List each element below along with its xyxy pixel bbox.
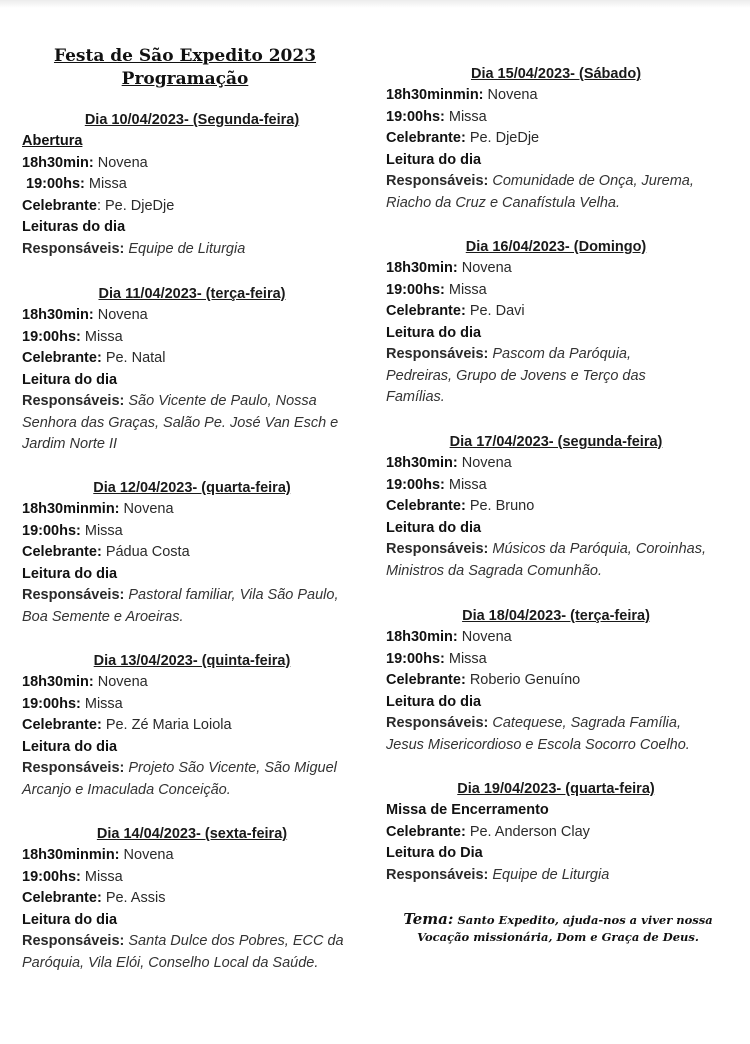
day-header: Dia 19/04/2023- (quarta-feira) — [457, 781, 655, 797]
day-block-18-04 — [386, 606, 726, 756]
celebrante-line: Celebrante: Pe. Natal — [22, 350, 166, 366]
celebrante-line: Celebrante: Pe. Zé Maria Loiola — [22, 717, 232, 733]
celebrante-line: Celebrante: Pádua Costa — [22, 544, 190, 560]
novena-line: 18h30min: Novena — [386, 455, 512, 471]
day-header: Dia 10/04/2023- (Segunda-feira) — [84, 112, 300, 128]
opening-label: Abertura — [22, 133, 83, 149]
document-title: Festa de São Expedito 2023 — [53, 46, 317, 66]
leitura-line: Leituras do dia — [22, 219, 126, 235]
theme-label: Tema: — [403, 910, 454, 928]
missa-line: 19:00hs: Missa — [22, 328, 123, 345]
missa-line: 19:00hs: Missa — [386, 476, 487, 493]
leitura-line: Leitura do dia — [386, 519, 482, 536]
top-edge-shadow — [0, 0, 750, 8]
responsaveis-line: Responsáveis: Equipe de Liturgia — [386, 866, 610, 883]
novena-line: 18h30minmin: Novena — [22, 501, 174, 517]
responsaveis-line: Responsáveis: Pascom da Paróquia, Pedreiras, Grupo de Jovens e Terço das Famílias. — [386, 346, 646, 405]
responsaveis-line: Responsáveis: Projeto São Vicente, São Miguel Arcanjo e Imaculada Conceição. — [22, 760, 337, 798]
celebrante-line: Celebrante: Pe. Anderson Clay — [386, 823, 590, 840]
responsaveis-line: Responsáveis: Comunidade de Onça, Jurema, Riacho da Cruz e Canafístula Velha. — [386, 173, 694, 211]
day-block-17-04 — [386, 432, 726, 582]
closing-mass-line: Missa de Encerramento — [386, 802, 549, 818]
missa-line: 19:00hs: Missa — [386, 650, 487, 667]
novena-line: 18h30min: Novena — [386, 260, 512, 276]
day-block-16-04 — [386, 237, 726, 409]
leitura-line: Leitura do dia — [22, 911, 118, 928]
missa-line: 19:00hs: Missa — [22, 868, 123, 885]
celebrante-line: Celebrante: Pe. DjeDje — [386, 130, 540, 146]
responsaveis-line: Responsáveis: Equipe de Liturgia — [22, 240, 246, 257]
responsaveis-line: Responsáveis: Santa Dulce dos Pobres, ECC da Paróquia, Vila Elói, Conselho Local da Saúde. — [22, 933, 344, 971]
novena-line: 18h30minmin: Novena — [22, 847, 174, 863]
novena-line: 18h30min: Novena — [22, 674, 148, 690]
missa-line: 19:00hs: Missa — [22, 695, 123, 712]
novena-line: 18h30min: Novena — [386, 629, 512, 645]
day-block-15-04 — [386, 64, 726, 214]
day-header: Dia 18/04/2023- (terça-feira) — [462, 608, 650, 624]
celebrante-line: Celebrante: Pe. Assis — [22, 890, 166, 906]
theme-line-1: Tema: Santo Expedito, ajuda-nos a viver nossa — [403, 910, 713, 928]
leitura-line: Leitura do dia — [22, 371, 118, 388]
theme-block — [388, 911, 728, 946]
novena-line: 18h30min: Novena — [22, 154, 148, 171]
day-block-13-04 — [22, 651, 362, 801]
day-block-12-04 — [22, 478, 362, 628]
celebrante-line: Celebrante: Pe. DjeDje — [22, 197, 175, 214]
novena-line: 18h30min: Novena — [22, 307, 148, 323]
celebrante-line: Celebrante: Pe. Davi — [386, 303, 525, 319]
leitura-line: Leitura do dia — [386, 151, 482, 168]
responsaveis-line: Responsáveis: Músicos da Paróquia, Coroinhas, Ministros da Sagrada Comunhão. — [386, 541, 706, 579]
day-header: Dia 16/04/2023- (Domingo) — [465, 239, 647, 255]
day-header: Dia 11/04/2023- (terça-feira) — [98, 286, 286, 302]
missa-line: 19:00hs: Missa — [386, 281, 487, 298]
leitura-line: Leitura do Dia — [386, 845, 483, 861]
day-header: Dia 13/04/2023- (quinta-feira) — [93, 653, 291, 669]
day-header: Dia 17/04/2023- (segunda-feira) — [449, 434, 663, 450]
celebrante-line: Celebrante: Pe. Bruno — [386, 498, 535, 514]
theme-line-2: Vocação missionária, Dom e Graça de Deus. — [417, 930, 699, 944]
day-block-11-04 — [22, 284, 362, 456]
document-subtitle: Programação — [121, 69, 249, 89]
day-block-14-04 — [22, 824, 362, 974]
leitura-line: Leitura do dia — [22, 565, 118, 582]
day-header: Dia 12/04/2023- (quarta-feira) — [93, 480, 291, 496]
novena-line: 18h30minmin: Novena — [386, 87, 538, 103]
missa-line: 19:00hs: Missa — [22, 522, 123, 539]
leitura-line: Leitura do dia — [386, 324, 482, 341]
responsaveis-line: Responsáveis: São Vicente de Paulo, Nossa Senhora das Graças, Salão Pe. José Van Esch e Jardim Norte II — [22, 393, 339, 452]
day-block-10-04 — [22, 110, 362, 260]
missa-line: 19:00hs: Missa — [26, 176, 127, 192]
day-block-19-04 — [386, 779, 726, 886]
day-header: Dia 14/04/2023- (sexta-feira) — [96, 826, 288, 842]
responsaveis-line: Responsáveis: Pastoral familiar, Vila São Paulo, Boa Semente e Aroeiras. — [22, 587, 339, 625]
responsaveis-line: Responsáveis: Catequese, Sagrada Família, Jesus Misericordioso e Escola Socorro Coelho. — [386, 715, 690, 753]
leitura-line: Leitura do dia — [22, 738, 118, 755]
leitura-line: Leitura do dia — [386, 693, 482, 710]
day-header: Dia 15/04/2023- (Sábado) — [470, 66, 642, 82]
celebrante-line: Celebrante: Roberio Genuíno — [386, 672, 581, 688]
missa-line: 19:00hs: Missa — [386, 108, 487, 125]
